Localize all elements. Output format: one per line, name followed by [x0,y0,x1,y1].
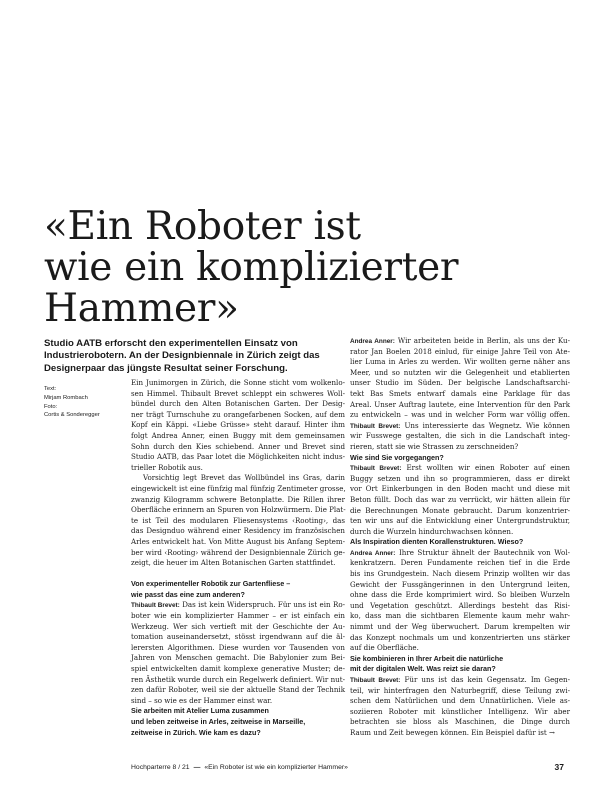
body-text-line [131,463,345,474]
line-text: teil, wir hinterfragen den Naturbegriff, diese Teilung zwi- [350,685,570,695]
body-text-line [350,442,570,453]
line-text: boter wie ein komplizierter Hammer – er ist einfach ein [131,611,345,621]
line-text: Uns interessierte das Wegnetz. Wie können [400,420,570,430]
body-text-line [131,484,345,495]
body-text-line [350,696,570,707]
body-column-left [131,378,345,738]
line-text: ber wird ‹Rooting› während der Designbiennale Zürich ge- [131,547,345,557]
body-text-line [131,696,345,707]
speaker-name: Andrea Anner: [350,549,396,557]
body-text-line [131,452,345,463]
body-text-line [131,632,345,643]
article-title [44,206,564,329]
body-text-line [350,527,570,538]
line-text: kenkratzern. Deren Fundamente reichen tief in die Erde [350,558,570,568]
lead-line: Designerpaar das jüngste Resultat seiner Forschung. [44,362,288,374]
line-text: rieren, statt sie wie Strassen zu zerschneiden? [350,441,519,451]
body-text-line [131,611,345,622]
article-credits [44,385,114,420]
interview-question-line: Als Inspiration dienten Korallenstrukturen. Wieso? [350,537,524,547]
interview-question-line: und leben zeitweise in Arles, zeitweise in Marseille, [131,717,306,726]
paragraph-gap [131,569,345,580]
line-text: unser Studio im Süden. Der belgische Landschaftsarchi- [350,378,570,388]
line-text: Kopf ein Käppi. «Liebe Grüsse» steht darauf. Hinter ihm [131,420,345,430]
line-text: te ist Teil des modularen Fliesensystems ‹Rooting›, das [131,515,345,525]
page-number: 37 [554,762,564,772]
body-text-line [350,368,570,379]
interview-question-line: zeitweise in Zürich. Wie kam es dazu? [131,727,261,737]
body-text-line [131,420,345,431]
line-text: Oberfläche erinnern an Spuren von Holzwürmern. Die Plat- [131,505,346,515]
body-text-line [350,633,570,644]
title-line: «Ein Roboter ist [44,204,361,249]
footer-publication: Hochparterre 8 / 21 [131,764,190,771]
body-text-line [131,473,345,484]
interview-question-line: Wie sind Sie vorgegangen? [350,452,444,462]
line-text: Wir arbeiteten beide in Berlin, als uns der Ku- [394,336,570,345]
body-text-line [350,675,570,686]
interview-question-line: Von experimenteller Robotik zur Gartenfliese – [131,579,291,589]
body-text-line [350,410,570,421]
line-text: sind – so wie es der Hammer einst war. [131,695,273,705]
credit-photographer: Cortis & Sonderegger [44,412,100,419]
interview-question-line: wie passt das eine zum anderen? [131,589,245,599]
line-text: rator Jan Boelen 2018 einlud, für einige Jahre Teil von Ate- [350,346,570,356]
line-text: Werkzeug. Wer sich vertieft mit der Geschichte der Au- [131,621,345,631]
body-text-line [350,431,570,442]
speaker-name: Thibault Brevet: [350,422,401,430]
line-text: Meer, und so nutzten wir die Gelegenheit und etablierten [350,367,570,377]
line-text: vor Ort Einkerbungen in den Boden macht und diese mit [350,484,570,494]
line-text: spiel entwickelten damit komplexe generative Muster; de- [131,664,345,674]
body-text-line [350,357,570,368]
footer-article-title: «Ein Roboter ist wie ein komplizierter Hammer» [204,764,348,771]
line-text: ohne dass die Erde komprimiert wird. So bleiben Wurzeln [350,590,570,600]
speaker-name: Thibault Brevet: [350,465,402,473]
body-text-line [350,347,570,358]
line-text: bis ins Grundgestein. Nach diesem Prinzip wollten wir das [350,569,570,579]
interview-question-line: Sie arbeiten mit Atelier Luma zusammen [131,706,269,716]
line-text: Buggy setzen und ihn so programmieren, dass er direkt [350,473,570,483]
body-text-line [350,717,570,728]
speaker-name: Andrea Anner: [350,338,395,345]
body-text-line [350,558,570,569]
body-text-line [131,505,345,516]
body-text-line [131,664,345,675]
line-text: Vorsichtig legt Brevet das Wollbündel ins Gras, darin [143,473,345,483]
line-text: zen dafür Roboter, weil sie der aktuelle Stand der Technik [131,685,345,695]
body-text-line [350,474,570,485]
body-text-line [350,643,570,654]
line-text: durch die Wurzeln hindurchwachsen können. [350,526,514,536]
line-text: Sohn durch den Kies schiebend. Anner und Brevet sind [131,441,345,451]
line-text: Ihre Struktur ähnelt der Bautechnik von Wol- [395,547,570,557]
body-text-line [350,336,570,347]
credit-photo-label: Foto: [44,403,58,410]
credit-author: Mirjam Rombach [44,394,88,401]
line-text: Raum und Zeit bewegen können. Ein Beispiel dafür ist → [350,727,555,737]
line-text: tomation auseinandersetzt, stösst irgendwann auf die äl- [131,632,345,642]
body-text-line [131,410,345,421]
body-text-line [131,431,345,442]
speaker-name: Thibault Brevet: [350,677,401,684]
body-text-line [131,526,345,537]
line-text: ner trägt Turnschuhe zu orangefarbenen Socken, auf dem [131,409,345,419]
line-text: trieller Robotik aus. [131,462,203,472]
line-text: bündel durch den Alten Botanischen Garten. Der Desig- [131,399,345,409]
body-text-line [350,548,570,559]
line-text: die Berechnungen Monate gebraucht. Darum konzentrier- [350,505,570,515]
line-text: Das ist kein Widerspruch. Für uns ist ein Ro- [179,600,345,610]
body-text-line [131,399,345,410]
line-text: sen Himmel. Thibault Brevet schleppt ein schweres Woll- [131,388,345,398]
body-text-line [350,569,570,580]
lead-line: Industrierobotern. An der Designbiennale in Zürich zeigt das [44,350,320,362]
body-text-line [131,675,345,686]
body-text-line [350,463,570,474]
body-text-line [131,378,345,389]
line-text: zeigt, die heuer im Alten Botanischen Garten stattfindet. [131,558,336,568]
line-text: schen dem Natürlichen und dem Unnatürlichen. Viele as- [350,696,570,706]
line-text: Jahren von Menschen gemacht. Die Babylonier zum Bei- [131,653,345,663]
body-column-right [350,336,570,739]
body-text-line [350,421,570,432]
speaker-name: Thibault Brevet: [131,602,180,610]
body-text-line [131,516,345,527]
line-text: auf die Oberfläche. [350,643,419,653]
footer-separator: — [193,764,201,771]
body-text-line [131,558,345,569]
line-text: zwanzig Kilogramm schwere Betonplatte. Die Rillen ihrer [131,494,345,504]
body-text-line [350,484,570,495]
line-text: Für uns ist das kein Gegensatz. Im Gegen- [400,675,571,684]
body-text-line [350,516,570,527]
line-text: Areal. Unser Auftrag lautete, eine Intervention für den Park [350,399,570,409]
line-text: und Vegetation geschützt. Allerdings besteht das Risi- [350,600,570,610]
body-text-line [350,686,570,697]
line-text: soziieren Roboter mit künstlicher Intelligenz. Wir aber [350,706,570,716]
body-text-line [350,728,570,739]
line-text: wir Fusswege gestalten, die sich in die Landschaft integ- [350,431,570,441]
line-text: Studio AATB, das Paar lotet die Möglichkeiten nicht indus- [131,452,345,462]
body-text-line [350,590,570,601]
body-text-line [350,611,570,622]
body-text-line [131,600,345,611]
body-text-line [350,389,570,400]
interview-question-line: mit der digitalen Welt. Was reizt sie daran? [350,664,496,674]
line-text: ten wir uns auf die Entwicklung einer Untergrundstruktur, [350,516,570,526]
body-text-line [131,653,345,664]
body-text-line [131,548,345,559]
line-text: Ein Junimorgen in Zürich, die Sonne sticht vom wolkenlo- [131,378,345,387]
title-line: Hammer» [44,286,239,331]
body-text-line [131,389,345,400]
body-text-line [350,707,570,718]
body-text-line [350,622,570,633]
line-text: zu entwickeln – was und in welcher Form war völlig offen. [350,410,570,420]
body-text-line [131,442,345,453]
line-text: lerersten Algorithmen. Diese wurden vor Tausenden von [131,642,345,652]
line-text: eingewickelt ist eine fünfzig mal fünfzig Zentimeter grosse, [131,483,346,493]
page-footer [131,764,561,771]
body-text-line [350,400,570,411]
body-text-line [350,580,570,591]
line-text: folgt Andrea Anner, einen Buggy mit dem gemeinsamen [131,430,345,440]
line-text: tekt Bas Smets entwarf damals eine Parklage für das [350,388,570,398]
line-text: Beton füllt. Doch das war zu verrückt, wir hätten allein für [350,494,570,504]
body-text-line [131,622,345,633]
body-text-line [131,495,345,506]
line-text: Gewicht der Fussgängerinnen in den Untergrund leiten, [350,579,570,589]
body-text-line [131,537,345,548]
body-text-line [350,506,570,517]
body-text-line [350,601,570,612]
line-text: betrachten sie bloss als Maschinen, die Dinge durch [350,717,570,727]
line-text: das Konzept nochmals um und konzentrierten uns stärker [350,632,570,642]
title-line: wie ein komplizierter [44,245,459,290]
credit-text-label: Text: [44,386,57,392]
interview-question-line: Sie kombinieren in Ihrer Arbeit die natürliche [350,653,504,663]
line-text: ko, dass man die sichtbaren Elemente kaum mehr wahr- [350,611,570,621]
line-text: Erst wollten wir einen Roboter auf einen [401,463,570,473]
line-text: lier Luma in Arles zu werden. Wir wollten gerne näher ans [350,357,570,367]
body-text-line [350,495,570,506]
body-text-line [131,643,345,654]
line-text: nimmt und der Weg überwuchert. Darum krempelten wir [350,622,570,632]
line-text: ren Ästhetik wurde durch ein Regelwerk definiert. Wir nut- [131,674,345,684]
article-lead [44,338,349,375]
body-text-line [131,685,345,696]
line-text: das Designduo während einer Residency im französischen [131,526,345,536]
lead-line: Studio AATB erforscht den experimentellen Einsatz von [44,338,298,349]
line-text: Arles entwickelt hat. Von Mitte August bis Anfang Septem- [131,536,345,546]
body-text-line [350,378,570,389]
